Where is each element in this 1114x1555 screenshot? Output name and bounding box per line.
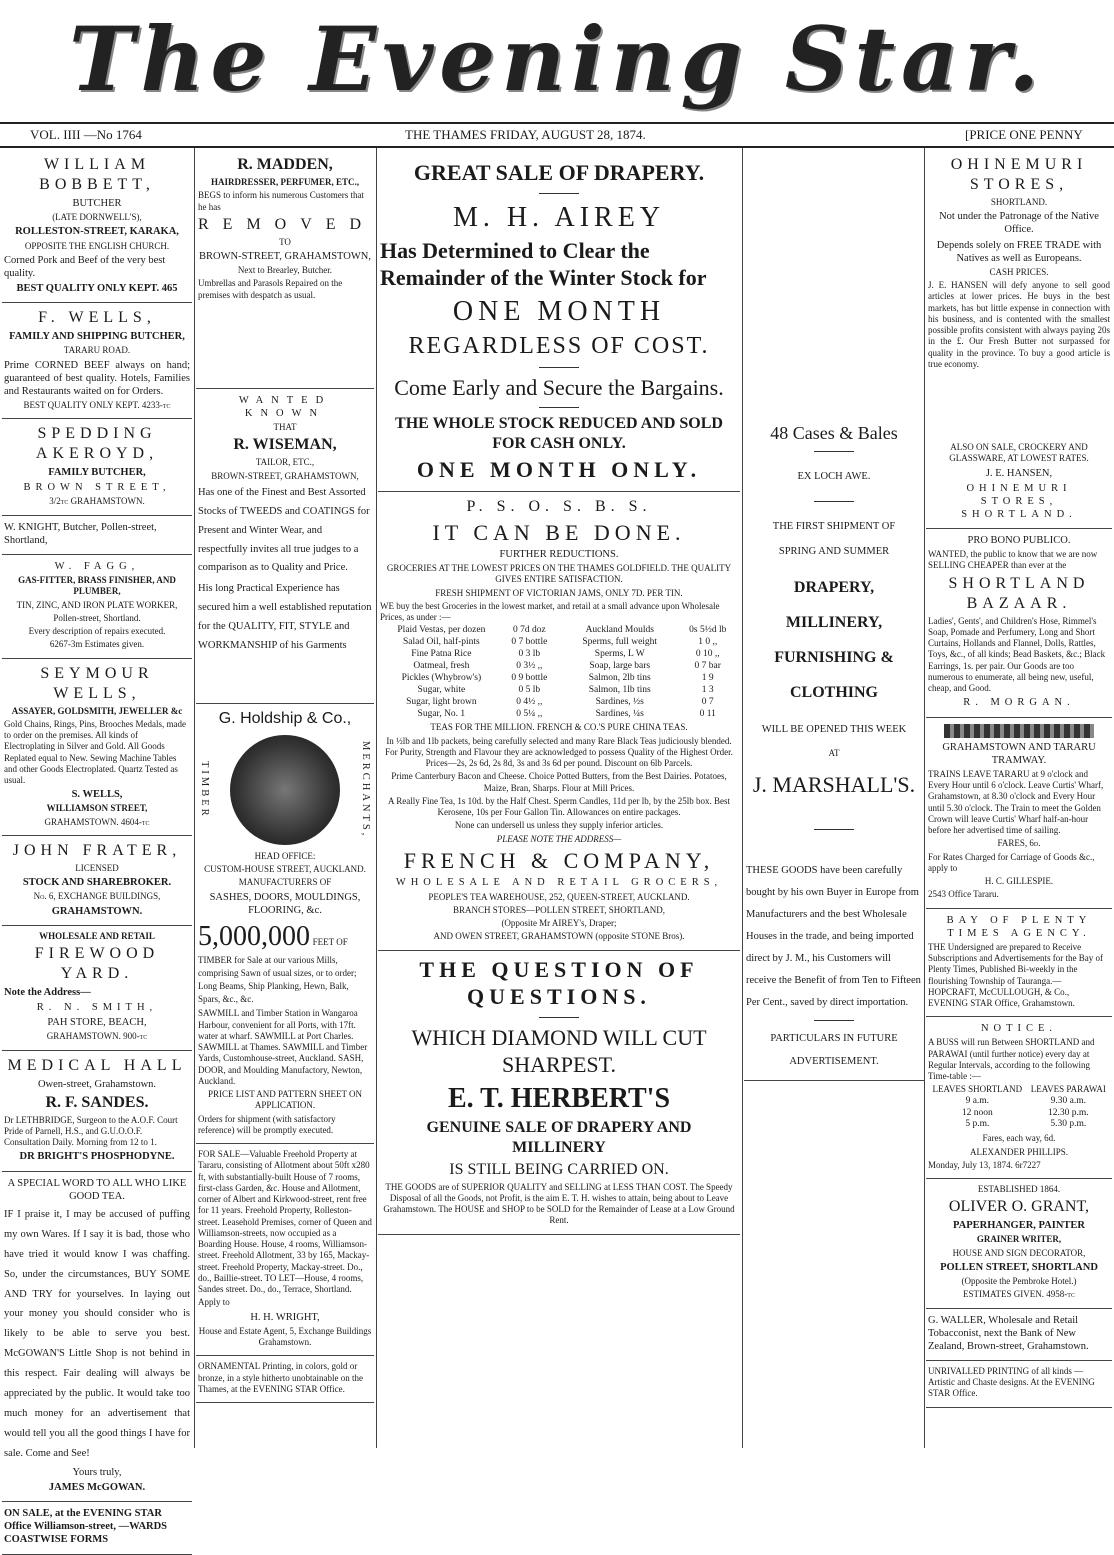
ad-signature: H. C. GILLESPIE. — [984, 876, 1054, 886]
ad-address: CUSTOM-HOUSE STREET, AUCKLAND. — [204, 864, 366, 875]
timetable — [928, 1084, 1110, 1131]
price-row — [562, 649, 738, 661]
price-value: 0 11 — [699, 708, 716, 719]
ad-ohinemuri — [926, 150, 1112, 529]
ad-title: JOHN FRATER, — [12, 841, 182, 859]
ad-text: LICENSED — [75, 862, 119, 873]
ad-knight — [2, 516, 192, 555]
ad-tag: BEST QUALITY ONLY KEPT. 465 — [16, 283, 178, 294]
ad-text: WILL BE OPENED THIS WEEK — [761, 723, 907, 735]
ad-trade: ASSAYER, GOLDSMITH, JEWELLER &c — [11, 705, 183, 716]
ad-trade: GRAINER WRITER, — [976, 1234, 1062, 1245]
ad-text: Next to Brearley, Butcher. — [237, 265, 333, 276]
ad-forms — [2, 1502, 192, 1554]
ad-body: WANTED, the public to know that we are now SELLING CHEAPER than ever at the — [928, 549, 1098, 571]
ad-mcgowan-tea — [2, 1172, 192, 1503]
ad-text: MANUFACTURERS OF — [238, 877, 332, 888]
ad-body: A BUSS will run Between SHORTLAND and PARAWAI (until further notice) every day at Regular Intervals, according to the following Time-table :— — [928, 1037, 1095, 1082]
ad-title: SPEDDING AKEROYD, — [35, 425, 159, 463]
ad-bay-of-plenty — [926, 909, 1112, 1018]
ad-body: Gold Chains, Rings, Pins, Brooches Medals, made to order on the premises. All kinds of Electroplating in Silver and Gold. All Goods Replated equal to New. Sewing Machine Tables and other Goods Electroplated. Quartz Tested as usual. — [4, 718, 186, 785]
price-value: 0 4½ ,, — [516, 696, 543, 707]
ad-frater — [2, 836, 192, 926]
ad-heading: ONE MONTH ONLY. — [416, 457, 702, 482]
ad-fagg — [2, 555, 192, 659]
ad-text: GENUINE SALE OF DRAPERY AND MILLINERY — [426, 1118, 692, 1156]
price-table — [380, 625, 738, 720]
ad-address: Owen-street, Grahamstown. — [37, 1078, 157, 1090]
column-5 — [926, 150, 1112, 1450]
ad-address: No. 6, EXCHANGE BUILDINGS, — [33, 891, 161, 902]
price-value: 0 7 bottle — [511, 637, 548, 648]
ad-trade: HAIRDRESSER, PERFUMER, ETC., — [210, 177, 360, 187]
ad-text: TEAS FOR THE MILLION. FRENCH & CO.'S PURE CHINA TEAS. — [430, 722, 688, 733]
ad-body: A Really Fine Tea, 1s 10d. by the Half Chest. Sperm Candles, 11d per lb, by the 25lb box. Best Kerosene, 10s per Four Gallon Tin. Allowances on entire packages. — [387, 795, 731, 818]
ad-body: THE Undersigned are prepared to Receive Subscriptions and Advertisements for the Bay of Plenty Times, Published Bi-weekly in the flourishing Township of Tauranga.— HOPCRAFT, McCULLOUGH, & Co., EVENING STAR Office, Grahamstown. — [928, 941, 1103, 1008]
ad-text: OPPOSITE THE ENGLISH CHURCH. — [24, 240, 170, 251]
ad-text: For Rates Charged for Carriage of Goods &c., apply to — [928, 851, 1095, 873]
ad-title: R. MADDEN, — [237, 156, 333, 173]
price-item: Sugar, white — [417, 684, 466, 695]
ad-text: GRAHAMSTOWN. 4604-tc — [44, 816, 150, 827]
ad-title: SEYMOUR WELLS, — [40, 664, 154, 702]
ad-trade: WHOLESALE AND RETAIL GROCERS, — [395, 877, 723, 889]
ad-body: His long Practical Experience has secured him a well established reputation for the QUALITY, FIT, STYLE and WORKMANSHIP of his Garments — [198, 583, 372, 651]
ad-trade: HOUSE AND SIGN DECORATOR, — [952, 1247, 1086, 1258]
price-value: 0 3 lb — [518, 649, 541, 660]
ad-trade: TIN, ZINC, AND IRON PLATE WORKER, — [16, 599, 178, 610]
price-item: Sardines, ¼s — [595, 708, 644, 719]
ad-medical-hall — [2, 1051, 192, 1172]
ad-trade: BUTCHER — [72, 198, 122, 209]
ad-body: Corned Pork and Beef of the very best quality. — [4, 254, 166, 279]
ad-body: TRAINS LEAVE TARARU at 9 o'clock and Every Hour until 6 o'clock. Leave Curtis' Wharf, Grahamstown, at 8.30 o'clock and Every Hour until 5.30 o'clock. The Train to meet the Golden Crown will leave Curtis' Wharf half-an-hour before her advertised time of sailing. — [928, 768, 1104, 835]
ad-title: OHINEMURI STORES, — [950, 156, 1088, 193]
ad-firewood — [2, 926, 192, 1051]
ad-tag: BEST QUALITY ONLY KEPT. 4233-tc — [23, 399, 171, 410]
ad-heading: IT CAN BE DONE. — [432, 519, 686, 545]
ad-title: E. T. HERBERT'S — [447, 1082, 671, 1114]
price-item: Soap, large bars — [589, 661, 651, 671]
price-item: Fine Patna Rice — [411, 649, 472, 660]
ad-address: TARARU ROAD. — [63, 345, 131, 356]
timetable-row — [928, 1119, 1110, 1131]
ad-body: G. WALLER, Wholesale and Retail Tobacconist, next the Bank of New Zealand, Brown-street, Grahamstown. — [928, 1314, 1089, 1352]
ad-address: BRANCH STORES—POLLEN STREET, SHORTLAND, — [453, 904, 665, 915]
ad-text: Note the Address— — [4, 986, 91, 998]
ad-signature: H. H. WRIGHT, — [250, 1311, 320, 1323]
ad-wiseman — [196, 389, 374, 704]
timetable-header: LEAVES SHORTLAND — [932, 1084, 1023, 1095]
price-row — [380, 625, 556, 637]
divider — [814, 501, 854, 502]
ad-title: BAY OF PLENTY TIMES AGENCY. — [946, 914, 1092, 939]
ad-signature: S. WELLS, — [71, 789, 123, 801]
ad-title: M. H. AIREY — [452, 201, 666, 233]
dateline-bar — [0, 122, 1114, 148]
price-row — [562, 709, 738, 721]
ad-title: F. WELLS, — [38, 309, 156, 327]
price-value: 1 0 ,, — [698, 637, 718, 648]
ad-text: ESTABLISHED 1864. — [977, 1184, 1061, 1194]
price-value: 0 7 — [701, 696, 714, 707]
ad-address: ROLLESTON-STREET, KARAKA, — [15, 226, 179, 238]
ad-signature: R. MORGAN. — [963, 697, 1075, 709]
ad-text: FRESH SHIPMENT OF VICTORIAN JAMS, ONLY 7D. PER TIN. — [435, 587, 683, 598]
ad-trade: PAPERHANGER, PAINTER — [952, 1220, 1086, 1232]
price-value: 0 3½ ,, — [516, 661, 543, 671]
ad-text: (Opposite Mr AIREY's, Draper; — [501, 918, 617, 928]
ad-text: PLEASE NOTE THE ADDRESS— — [496, 833, 622, 844]
logo-row — [198, 731, 372, 849]
ad-text: SASHES, DOORS, MOULDINGS, FLOORING, &c. — [209, 891, 361, 916]
column-2 — [196, 150, 374, 1450]
ad-body: Has Determined to Clear the Remainder of the Winter Stock for — [380, 237, 707, 290]
price-row — [562, 625, 738, 637]
ad-text: PRICE LIST AND PATTERN SHEET ON APPLICATION. — [207, 1089, 363, 1111]
price-value: 0s 5½d lb — [689, 625, 727, 636]
ad-address: AND OWEN STREET, GRAHAMSTOWN (opposite STONE Bros). — [433, 931, 685, 942]
price-value: 0 7 bar — [694, 661, 721, 671]
ad-text: Yours truly, — [72, 1466, 122, 1478]
ad-owner: R. N. SMITH, — [36, 1002, 158, 1013]
ad-address: PEOPLE'S TEA WAREHOUSE, 252, QUEEN-STREET, AUCKLAND. — [428, 891, 690, 902]
ad-body: THE GOODS are of SUPERIOR QUALITY and SELLING at LESS THAN COST. The Speedy Disposal of all the Goods, not Profit, is the aim E. T. H. wishes to attain, being about to Leave Grahamstown. The HOUSE and SHOP to be SOLD for the Remainder of Lease at a Low Ground Rent. — [383, 1181, 735, 1226]
ad-shortland-bazaar — [926, 529, 1112, 718]
price-row — [380, 697, 556, 709]
price-value: 12.30 p.m. — [1048, 1107, 1089, 1118]
ad-text: GROCERIES AT THE LOWEST PRICES ON THE THAMES GOLDFIELD. THE QUALITY GIVES ENTIRE SATISFACTION. — [386, 563, 732, 585]
divider — [814, 829, 854, 830]
ad-body: Umbrellas and Parasols Repaired on the premises with despatch as usual. — [198, 278, 343, 300]
ad-heading: GREAT SALE OF DRAPERY. — [413, 160, 705, 185]
ad-body: IF I praise it, I may be accused of puffing my own Wares. If I say it is bad, those who have tried it would know I was chaffing. So, under the circumstances, BUY SOME AND TRY for yourselves. In laying out your money you should consider who is likely to be able to serve you best. McGOWAN'S Little Shop is not behind in this respect. Fair dealing will always be appreciated by the public. It would take too much money for an advertisement that would tell you all the good things I have for sale. Come and See! — [4, 1208, 190, 1459]
ad-address: PAH STORE, BEACH, — [47, 1017, 147, 1029]
price-list-left — [380, 625, 556, 720]
timetable-header: LEAVES PARAWAI — [1030, 1084, 1106, 1095]
newspaper-title: The Evening Star. — [69, 7, 1045, 111]
ad-body: ORNAMENTAL Printing, in colors, gold or bronze, in a style hitherto unobtainable on the Thames, at the EVENING STAR Office. — [198, 1361, 363, 1394]
column-4 — [744, 150, 924, 1450]
ad-tag: 6267-3m Estimates given. — [49, 639, 145, 650]
ad-text: House and Estate Agent, 5, Exchange Buildings Grahamstown. — [198, 1325, 372, 1348]
ad-title: G. Holdship & Co., — [218, 709, 352, 727]
ad-text: FEET OF TIMBER for Sale at our various Mills, comprising Sawn of usual sizes, or to order; Long Beams, Ship Planking, Hewn, Balk, Spars, &c., &c. — [198, 936, 357, 1005]
ad-title: FIREWOOD YARD. — [34, 944, 160, 982]
ad-heading: ONE MONTH — [452, 295, 666, 327]
ad-owner: R. F. SANDES. — [45, 1093, 149, 1111]
column-1 — [2, 150, 192, 1546]
price-row — [562, 637, 738, 649]
ad-text: FURTHER REDUCTIONS. — [499, 549, 619, 560]
ad-title: FRENCH & COMPANY, — [403, 847, 715, 873]
ad-tramway — [926, 718, 1112, 909]
ad-text: GRAHAMSTOWN. — [51, 905, 143, 917]
ad-body: In ½lb and 1lb packets, being carefully selected and many Rare Black Teas judiciously blended. For Purity, Strength and Flavour they are acknowledged to possess Quality of the Highest Order. Prices—2s, 2s 6d, 2s 8d, 3s and 3s 6d per pound. Discount on 6lb Parcels. — [385, 735, 733, 769]
ad-holdship — [196, 704, 374, 1144]
price-row — [380, 637, 556, 649]
ad-text: IS STILL BEING CARRIED ON. — [449, 1160, 669, 1178]
ad-body: FOR SALE—Valuable Freehold Property at Tararu, consisting of Allotment about 50ft x280 ft, with substantially-built House of 7 rooms, first-class Garden, &c. House and Allotment, corner of Albert and Kirkwood-street, rent free for 11 years. Freehold Property, Rolleston-street. Leasehold Premises, corner of Queen and Williamson-streets, now occupied as a Boarding House. House, 4 rooms, Williamson-street. Freehold Allotment, 33 by 165, Mackay-street. Freehold Property, Mackay-street. Do., do., Baillie-street. TO LET—House, 4 rooms, Sandes street. Do., do., Terrace, Shortland. — [198, 1149, 372, 1295]
timetable-row — [928, 1108, 1110, 1120]
ad-heading: THE QUESTION OF QUESTIONS. — [419, 956, 699, 1009]
ad-body: Prime Canterbury Bacon and Cheese. Choice Potted Butters, from the Best Dairies. Potatoes, Maize, Bran, Sharps. Flour at Mill Prices. — [391, 771, 727, 793]
ad-text: None can undersell us unless they supply inferior articles. — [454, 820, 664, 831]
ad-akeroyd — [2, 419, 192, 516]
ad-text: EX LOCH AWE. — [797, 470, 871, 482]
ad-text: CASH PRICES. — [989, 266, 1049, 277]
divider — [814, 1020, 854, 1021]
ad-heading: PRO BONO PUBLICO. — [967, 535, 1071, 546]
ad-marshall — [744, 150, 924, 1081]
price-item: Sugar, light brown — [406, 696, 477, 707]
volume-number: VOL. IIII —No 1764 — [30, 127, 142, 142]
ad-text: GRAHAMSTOWN. 900-tc — [46, 1031, 148, 1042]
ad-heading: 48 Cases & Bales — [770, 423, 898, 443]
price-row — [562, 685, 738, 697]
divider — [539, 407, 579, 408]
price-item: Oatmeal, fresh — [413, 661, 470, 671]
ad-body: ON SALE, at the EVENING STAR Office Williamson-street, —WARDS COASTWISE FORMS — [4, 1508, 168, 1546]
ad-title: GRAHAMSTOWN AND TARARU TRAMWAY. — [942, 741, 1096, 766]
ad-french-company — [378, 492, 740, 951]
ad-heading: NOTICE. — [980, 1023, 1058, 1035]
price-item: 12 noon — [961, 1107, 993, 1118]
timber-figure: 5,000,000 — [198, 920, 310, 952]
ad-address: WILLIAMSON STREET, — [46, 803, 148, 814]
ad-text: THAT — [273, 422, 297, 433]
ad-text: Apply to — [198, 1297, 230, 1308]
ad-text: Come Early and Secure the Bargains. — [394, 374, 724, 400]
column-rule — [194, 148, 195, 1448]
price-item: Salad Oil, half-pints — [402, 637, 480, 648]
ad-text: SPRING AND SUMMER — [778, 545, 890, 557]
ad-title: WILLIAM BOBBETT, — [39, 156, 155, 193]
price-value: 0 5 lb — [518, 684, 541, 695]
ad-waller — [926, 1309, 1112, 1361]
price-item: Salmon, 2lb tins — [588, 672, 651, 683]
ad-for-sale — [196, 1144, 374, 1356]
ad-unrivalled-printing — [926, 1361, 1112, 1408]
ad-heading: WHICH DIAMOND WILL CUT SHARPEST. — [411, 1024, 707, 1077]
column-rule — [924, 148, 925, 1448]
ad-address: POLLEN STREET, SHORTLAND — [940, 1261, 1098, 1273]
ad-text: Not under the Patronage of the Native Office. — [939, 211, 1099, 236]
ad-body: Prime CORNED BEEF always on hand; guaranteed of best quality. Hotels, Families and Restaurants waited on for Orders. — [4, 359, 190, 397]
ad-body: SAWMILL and Timber Station in Wangaroa Harbour, convenient for all Ports, with 17ft. water at wharf. SAWMILL at Port Charles. SAWMILL at Thames. SAWMILL and Timber Yards, Customhouse-street, Auckland. SASH, DOOR, and Moulding Manufactory, Newton, Auckland. — [198, 1008, 368, 1086]
ad-text: PARTICULARS IN FUTURE ADVERTISEMENT. — [770, 1032, 898, 1067]
ad-title: SHORTLAND BAZAAR. — [948, 574, 1090, 612]
ad-text: THE FIRST SHIPMENT OF — [772, 520, 896, 532]
ad-side-text: MERCHANTS, — [360, 741, 371, 839]
ad-signature: ALEXANDER PHILLIPS. — [970, 1146, 1068, 1157]
ad-trade: TAILOR, ETC., — [255, 457, 315, 468]
ad-body: WE buy the best Groceries in the lowest market, and retail at a small advance upon Wholesale Prices, as under :— — [380, 600, 720, 623]
divider — [539, 1017, 579, 1018]
price-row — [380, 673, 556, 685]
issue-date: THE THAMES FRIDAY, AUGUST 28, 1874. — [405, 127, 646, 142]
ad-ornamental-printing — [196, 1356, 374, 1403]
ad-text: 3/2tc GRAHAMSTOWN. — [49, 496, 145, 507]
ad-madden — [196, 150, 374, 389]
price-value: 0 7d doz — [513, 625, 546, 636]
price-value: 5.30 p.m. — [1050, 1119, 1087, 1130]
ad-text: AT — [828, 747, 840, 758]
price-row — [380, 661, 556, 673]
ad-wells-butcher — [2, 303, 192, 419]
ad-body: THESE GOODS have been carefully bought by his own Buyer in Europe from Manufacturers and the best Wholesale Houses in the trade, and being imported direct by J. M., his Customers will receive the Benefit of from Ten to Fifteen Per Cent., saved by direct importation. — [746, 864, 921, 1008]
price-value: 9.30 a.m. — [1050, 1095, 1086, 1106]
ad-title: R. WISEMAN, — [233, 436, 337, 454]
ad-trade: FAMILY AND SHIPPING BUTCHER, — [9, 331, 185, 343]
ad-address: BROWN STREET, — [23, 482, 171, 494]
ad-side-text: TIMBER — [199, 761, 211, 819]
price-value: 0 9 bottle — [511, 672, 548, 683]
price-item: 9 a.m. — [965, 1095, 990, 1106]
price-row — [380, 649, 556, 661]
divider — [814, 451, 854, 452]
price-row — [562, 673, 738, 685]
ad-tag: ESTIMATES GIVEN. 4958-tc — [963, 1289, 1075, 1300]
ad-text: Monday, July 13, 1874. 6r7227 — [928, 1159, 1041, 1170]
timetable-row — [928, 1096, 1110, 1108]
sawblade-illustration — [230, 735, 340, 845]
ad-text: (Opposite the Pembroke Hotel.) — [961, 1276, 1077, 1286]
ad-seymour-wells — [2, 659, 192, 836]
ad-body: Ladies', Gents', and Children's Hose, Rimmel's Soap, Pomade and Perfumery, Long and Short Curtains, Hollands and Flannel, Dolls, Rattles, Toys, &c., of all kinds; Bead Baskets, &c.; Black Earrings, 1s. per pair. Our Goods are too numerous to enumerate, all being new, useful, cheap, and Good. — [928, 615, 1106, 694]
ad-body: Orders for shipment (with satisfactory reference) will be promptly executed. — [198, 1113, 336, 1135]
ad-body: J. E. HANSEN will defy anyone to sell good articles at lower prices. He buys in the best markets, has but little expense in connection with his business, and is contented with the smallest possible profits consistent with always paying 20s in the £. Our Fresh Butter not surpassed for quality in the province. To buy a good article is true economy. — [928, 280, 1110, 369]
ad-text: THE WHOLE STOCK REDUCED AND SOLD FOR CASH ONLY. — [395, 415, 723, 452]
price-value: 1 9 — [701, 672, 714, 683]
ad-trade: GAS-FITTER, BRASS FINISHER, AND PLUMBER, — [18, 575, 176, 597]
price-row — [380, 709, 556, 721]
ad-text: (LATE DORNWELL'S), — [52, 212, 142, 223]
price-value: 0 5¼ ,, — [516, 708, 543, 719]
price-row — [380, 685, 556, 697]
ad-tag: DR BRIGHT'S PHOSPHODYNE. — [19, 1151, 175, 1163]
price-row — [562, 661, 738, 673]
ad-address: Pollen-street, Shortland. — [53, 612, 141, 623]
column-3 — [378, 150, 740, 1450]
ad-body: BEGS to inform his numerous Customers that he has — [198, 190, 364, 212]
ad-heading: WHOLESALE AND RETAIL — [39, 930, 155, 941]
tram-illustration — [944, 724, 1094, 738]
ad-trade: STOCK AND SHAREBROKER. — [22, 877, 172, 889]
price-item: Sperms, full weight — [582, 637, 658, 648]
price-value: 0 10 ,, — [695, 649, 720, 660]
ad-heading: WANTED KNOWN — [238, 394, 332, 419]
price-item: Pickles (Whybrow's) — [401, 672, 482, 683]
column-rule — [376, 148, 377, 1448]
ad-text: Depends solely on FREE TRADE with Natives as well as Europeans. — [936, 239, 1102, 264]
price-item: Sardines, ½s — [595, 696, 644, 707]
ad-signature: JAMES McGOWAN. — [48, 1482, 146, 1494]
ad-trade: FAMILY BUTCHER, — [48, 467, 146, 479]
ad-title: DRAPERY, MILLINERY, FURNISHING & CLOTHING — [774, 578, 894, 702]
divider — [539, 367, 579, 368]
ad-text: 2543 Office Tararu. — [928, 889, 999, 900]
price-item: Sperms, L W — [594, 649, 645, 660]
price-item: 5 p.m. — [965, 1119, 990, 1130]
price-item: Auckland Moulds — [585, 625, 654, 636]
ad-body: W. KNIGHT, Butcher, Pollen-street, Shortland, — [4, 521, 157, 546]
price-item: Sugar, No. 1 — [417, 708, 466, 719]
ad-title: W. FAGG, — [54, 560, 140, 572]
ad-text: TO — [279, 236, 291, 247]
ad-body: Every description of repairs executed. — [28, 626, 166, 636]
ad-herbert — [378, 951, 740, 1235]
price-item: Salmon, 1lb tins — [588, 684, 651, 695]
issue-price: [PRICE ONE PENNY — [965, 127, 1083, 142]
column-rule — [742, 148, 743, 1448]
ad-text: ALSO ON SALE, CROCKERY AND GLASSWARE, AT LOWEST RATES. — [949, 442, 1089, 464]
ad-text: FARES, 6d. — [997, 838, 1041, 849]
price-value: 1 3 — [701, 684, 714, 695]
ad-airey — [378, 150, 740, 492]
price-row — [562, 697, 738, 709]
ad-text: P. S. O. S. B. S. — [466, 497, 652, 515]
ad-text: HEAD OFFICE: — [254, 850, 316, 861]
ad-body: UNRIVALLED PRINTING of all kinds —Artistic and Chaste designs. At the EVENING STAR Office. — [928, 1365, 1095, 1399]
ad-text: SHORTLAND. — [990, 197, 1048, 207]
ad-address: OHINEMURI STORES, SHORTLAND. — [961, 482, 1077, 520]
ad-title: OLIVER O. GRANT, — [948, 1198, 1090, 1216]
ad-grant — [926, 1179, 1112, 1309]
ad-signature: J. E. HANSEN, — [985, 467, 1053, 479]
ad-body: Has one of the Finest and Best Assorted Stocks of TWEEDS and COATINGS for Present and Winter Wear, and respectfully invites all true judges to a comparison as to Quality and Price. — [198, 486, 370, 574]
ad-title: J. MARSHALL'S. — [752, 772, 916, 797]
price-list-right — [562, 625, 738, 720]
price-item: Plaid Vestas, per dozen — [397, 625, 486, 636]
ad-bobbett — [2, 150, 192, 303]
ad-body: Dr LETHBRIDGE, Surgeon to the A.O.F. Court Pride of Parnell, H.S., and G.U.O.O.F. Consultation Daily. Morning from 12 to 1. — [4, 1114, 178, 1148]
ad-address: BROWN-STREET, GRAHAMSTOWN, — [199, 251, 371, 262]
ad-title: MEDICAL HALL — [7, 1056, 187, 1074]
ad-text: Fares, each way, 6d. — [982, 1133, 1056, 1144]
ad-buss-notice — [926, 1017, 1112, 1179]
ad-heading: REMOVED — [198, 215, 376, 233]
ad-heading: REGARDLESS OF COST. — [408, 332, 710, 359]
ad-address: BROWN-STREET, GRAHAMSTOWN, — [211, 470, 359, 481]
masthead — [0, 0, 1114, 118]
ad-heading: A SPECIAL WORD TO ALL WHO LIKE GOOD TEA. — [7, 1177, 187, 1202]
divider — [539, 193, 579, 194]
